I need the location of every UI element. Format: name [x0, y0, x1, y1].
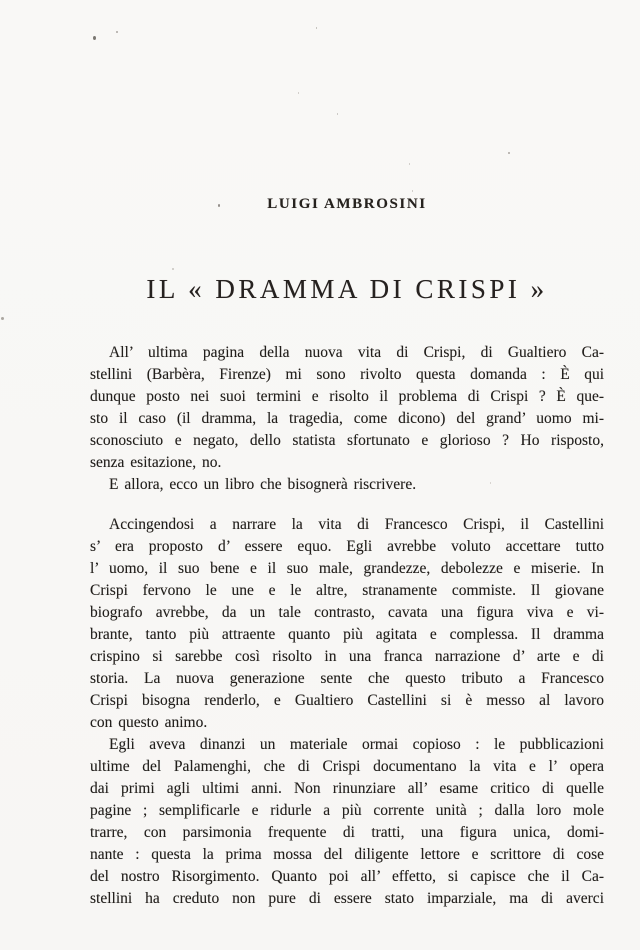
- article-title: IL « DRAMMA DI CRISPI »: [146, 274, 548, 304]
- text-line: brante, tanto più attraente quanto più agitata e complessa. Il dramma: [90, 626, 604, 643]
- text-line: ultime del Palamenghi, che di Crispi documentano la vita e l’ opera: [90, 758, 604, 775]
- text-line: dunque posto nei suoi termini e risolto il problema di Crispi ? È que-: [90, 388, 604, 405]
- text-line: Accingendosi a narrare la vita di Francesco Crispi, il Castellini: [109, 516, 604, 533]
- paragraph: [90, 342, 604, 474]
- text-line: trarre, con parsimonia frequente di tratti, una figura unica, domi-: [90, 824, 604, 841]
- paper-speck: [172, 268, 174, 270]
- text-line: Crispi bisogna renderlo, e Gualtiero Castellini si è messo al lavoro: [90, 692, 604, 709]
- paper-speck: [409, 163, 410, 165]
- text-line: sto il caso (il dramma, la tragedia, come dicono) del grand’ uomo mi-: [90, 410, 604, 427]
- paper-speck: [412, 190, 413, 192]
- paragraph: [90, 514, 604, 734]
- text-line: senza esitazione, no.: [90, 454, 222, 471]
- paper-speck: [116, 31, 118, 33]
- paragraph: [90, 474, 604, 496]
- text-line: biografo avrebbe, da un tale contrasto, cavata una figura viva e vi-: [90, 604, 604, 621]
- text-line: del nostro Risorgimento. Quanto poi all’ effetto, si capisce che il Ca-: [90, 868, 604, 885]
- text-line: nante : questa la prima mossa del diligente lettore e scrittore di cose: [90, 846, 604, 863]
- text-line: dai primi agli ultimi anni. Non rinunziare all’ esame critico di quelle: [90, 780, 604, 797]
- text-line: Egli aveva dinanzi un materiale ormai copioso : le pubblicazioni: [109, 736, 604, 753]
- paper-speck: [93, 36, 96, 40]
- text-line: Crispi fervono le une e le altre, stranamente commiste. Il giovane: [90, 582, 604, 599]
- text-line: crispino si sarebbe così risolto in una franca narrazione d’ arte e di: [90, 648, 604, 665]
- text-line: stellini ha creduto non pure di essere stato imparziale, ma di averci: [90, 890, 604, 907]
- text-line: con questo animo.: [90, 714, 208, 731]
- article-body: [90, 342, 604, 910]
- text-line: All’ ultima pagina della nuova vita di Crispi, di Gualtiero Ca-: [109, 344, 604, 361]
- paper-speck: [316, 27, 317, 29]
- text-line: stellini (Barbèra, Firenze) mi sono rivolto questa domanda : È qui: [90, 366, 604, 383]
- paragraph: [90, 734, 604, 910]
- text-line: sconosciuto e negato, dello statista sfortunato e glorioso ? Ho risposto,: [90, 432, 604, 449]
- text-line: pagine ; semplificarle e ridurle a più corrente unità ; dalla loro mole: [90, 802, 604, 819]
- paper-speck: [508, 152, 510, 154]
- text-line: storia. La nuova generazione sente che questo tributo a Francesco: [90, 670, 604, 687]
- paper-speck: [298, 92, 299, 94]
- author-name: LUIGI AMBROSINI: [267, 196, 427, 212]
- text-line: s’ era proposto d’ essere equo. Egli avrebbe voluto accettare tutto: [90, 538, 604, 555]
- paper-speck: [337, 113, 338, 115]
- text-line: E allora, ecco un libro che bisognerà riscrivere.: [109, 476, 417, 493]
- paper-speck: [1, 317, 4, 320]
- text-line: l’ uomo, il suo bene e il suo male, grandezze, debolezze e miserie. In: [90, 560, 604, 577]
